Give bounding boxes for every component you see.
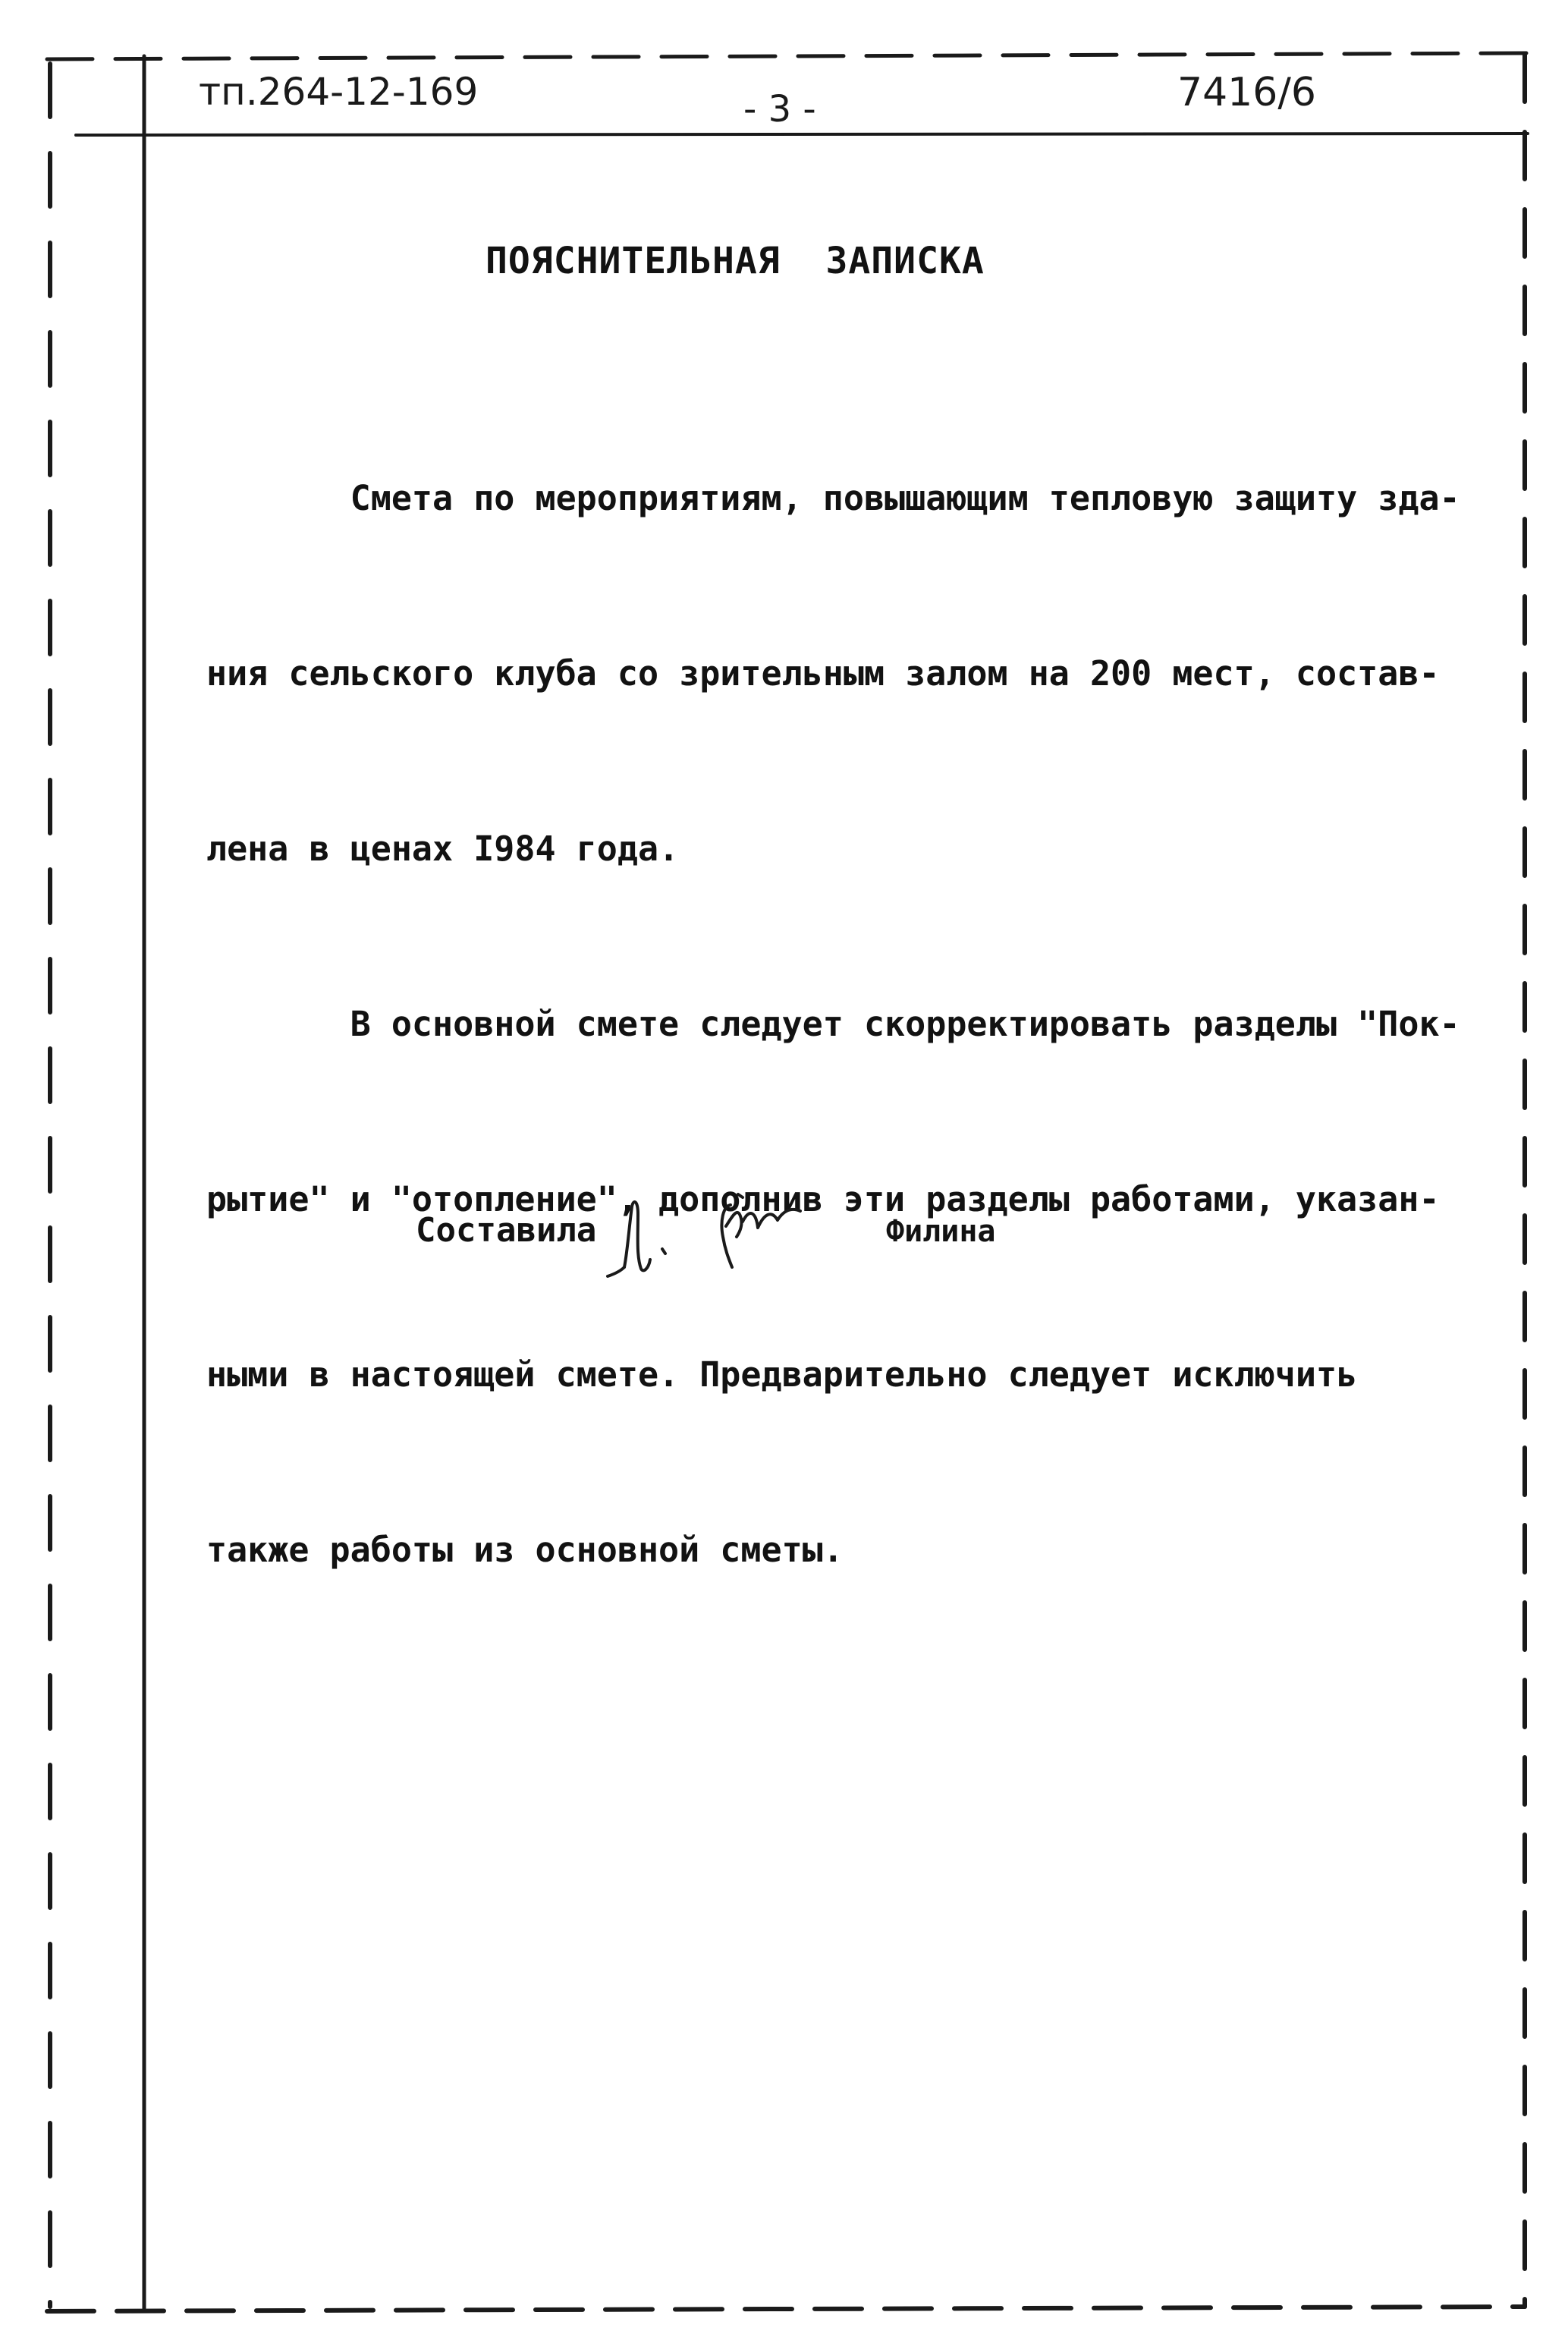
body-line: ными в настоящей смете. Предварительно следует исключить: [206, 1354, 1358, 1395]
body-line: В основной смете следует скорректировать разделы "Пок-: [206, 1004, 1460, 1044]
body-line: ния сельского клуба со зрительным залом на 200 мест, состав-: [206, 653, 1440, 694]
handwritten-signature: [602, 1184, 822, 1290]
document-code: тп.264-12-169: [199, 70, 479, 114]
page-number: - 3 -: [743, 88, 816, 131]
frame-bottom-edge: [47, 2307, 1525, 2311]
signature-block: [416, 1184, 1098, 1305]
body-line: также работы из основной сметы.: [206, 1530, 844, 1570]
explanatory-note-body: [206, 352, 1460, 1637]
signatory-name: Филина: [886, 1214, 996, 1249]
sheet-id: 7416/6: [1177, 70, 1316, 115]
page-title: ПОЯСНИТЕЛЬНАЯ ЗАПИСКА: [485, 240, 985, 282]
signature-label: Составила: [416, 1211, 597, 1250]
body-line: лена в ценах I984 года.: [206, 829, 680, 869]
header-divider-line: [76, 134, 1528, 135]
body-line: рытие" и "отопление", дополнив эти разделы работами, указан-: [206, 1179, 1440, 1219]
frame-top-edge: [47, 53, 1534, 59]
body-line: Смета по мероприятиям, повышающим тепловую защиту зда-: [206, 478, 1460, 518]
